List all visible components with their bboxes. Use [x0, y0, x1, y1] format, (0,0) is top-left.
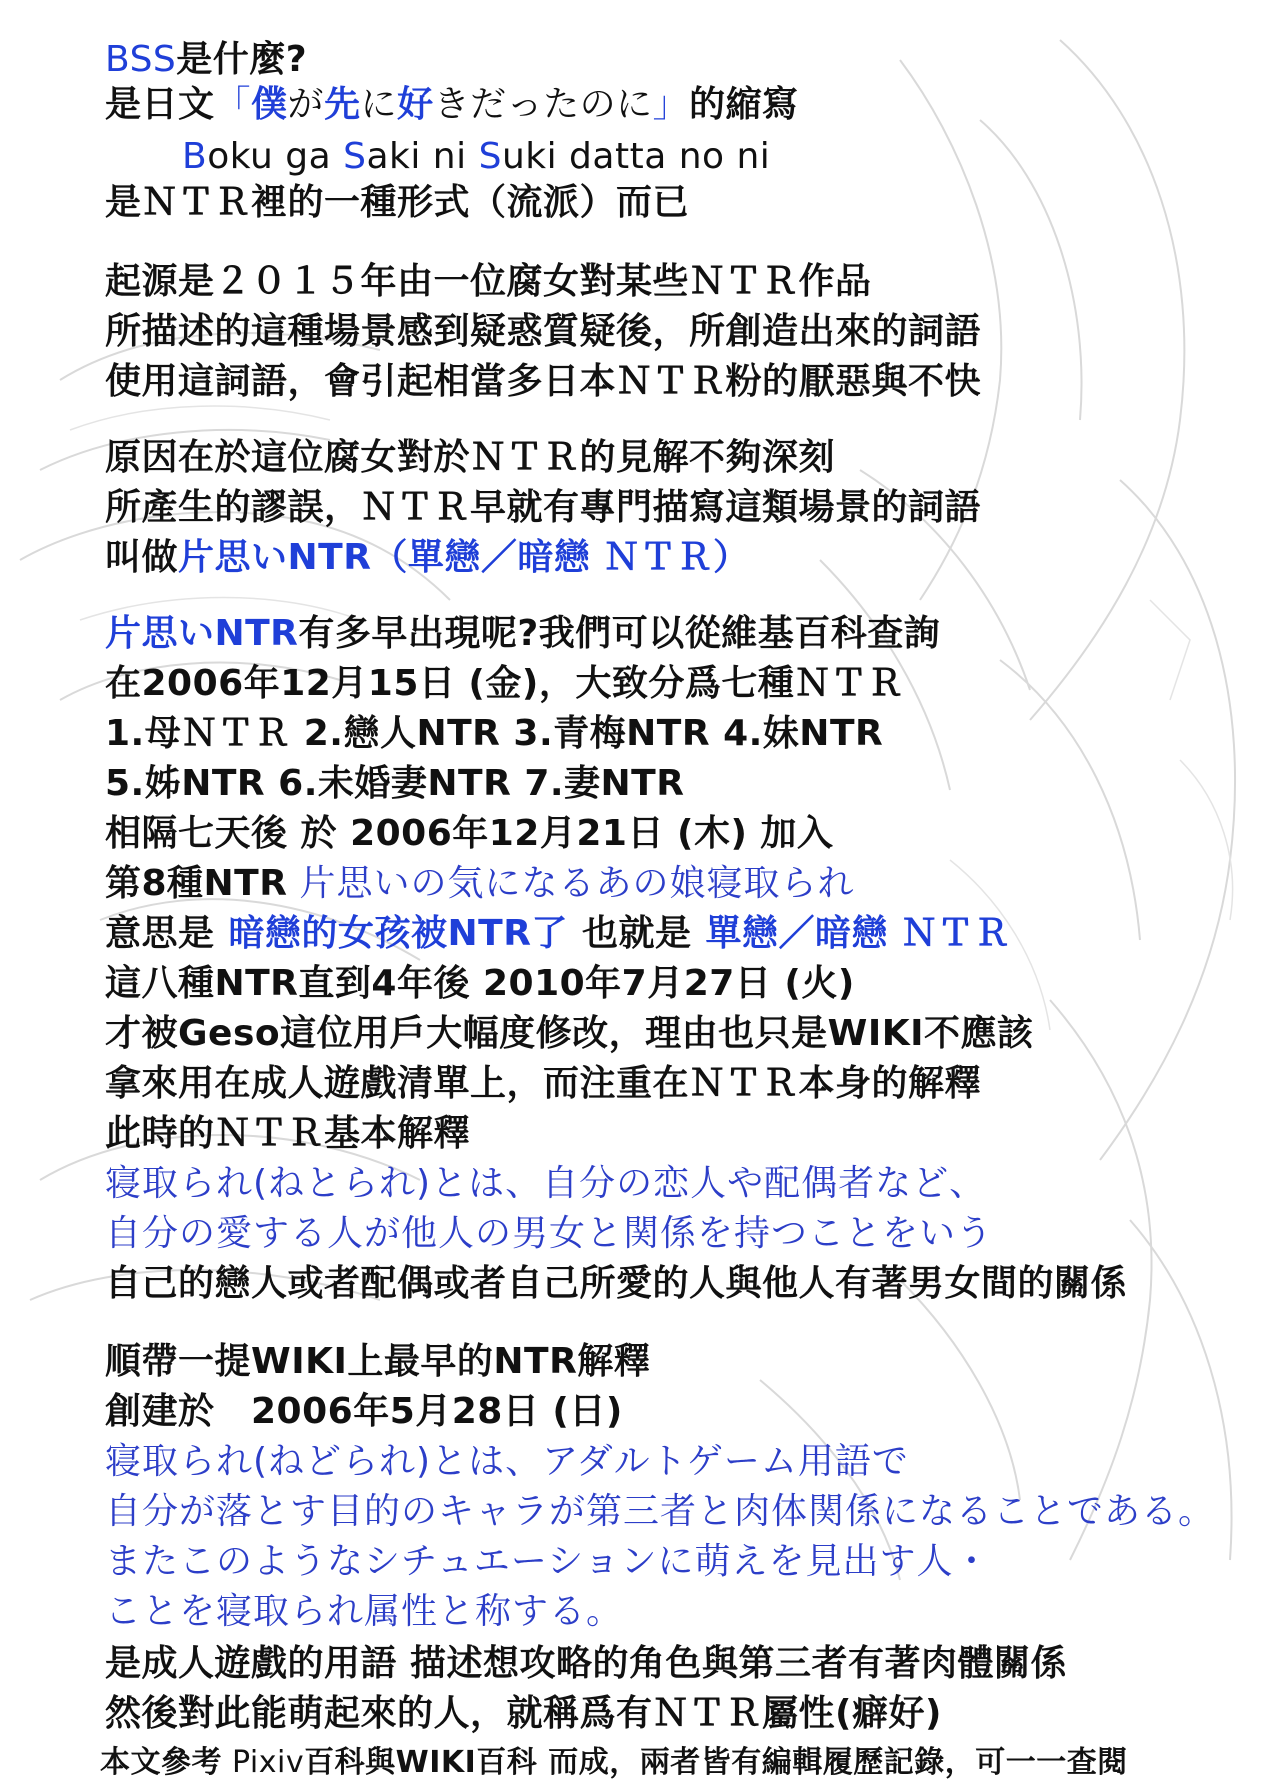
footer-text: 本文參考 [100, 1745, 222, 1780]
text-line: 這八種NTR直到4年後 2010年7月27日 (火) [105, 963, 855, 1004]
text-segment: 叫做 [105, 537, 179, 578]
text-line: 自己的戀人或者配偶或者自己所愛的人與他人有著男女間的關係 [105, 1263, 1128, 1304]
text-line: 起源是２０１５年由一位腐女對某些ＮＴＲ作品 [105, 261, 872, 302]
japanese-line: 寝取られ(ねとられ)とは、自分の恋人や配偶者など、 [105, 1163, 987, 1204]
text-line: 此時的ＮＴＲ基本解釋 [105, 1113, 471, 1154]
highlight-term: 單戀／暗戀 ＮＴＲ [705, 913, 1011, 954]
romaji-text: aki ni [366, 136, 479, 177]
highlight-term: 暗戀的女孩被NTR了 [228, 913, 568, 954]
bss-term: BSS [105, 39, 177, 80]
text-line: 是成人遊戲的用語 描述想攻略的角色與第三者有著肉體關係 [105, 1643, 1068, 1684]
highlight-term: 片思いNTR [105, 613, 299, 654]
text-line: 原因在於這位腐女對於ＮＴＲ的見解不夠深刻 [105, 437, 836, 478]
text-line: 相隔七天後 於 2006年12月21日 (木) 加入 [105, 813, 834, 854]
kana-datta: きだったのに [433, 84, 653, 125]
footer-text: 百科與WIKI百科 而成，兩者皆有編輯履歷記錄，可一一查閱 [304, 1745, 1128, 1780]
romaji-line [182, 135, 770, 179]
text-segment: 的縮寫 [689, 84, 799, 125]
text-line: 所描述的這種場景感到疑惑質疑後，所創造出來的詞語 [105, 311, 982, 352]
bracket-open: 「 [214, 84, 252, 125]
text-segment: 是日文 [105, 84, 215, 125]
japanese-line: ことを寝取られ属性と称する。 [105, 1591, 624, 1632]
japanese-line: またこのようなシチュエーションに萌えを見出す人・ [105, 1541, 991, 1582]
text-segment: 有多早出現呢?我們可以從維基百科查詢 [298, 613, 941, 654]
kana-ga: が [287, 84, 325, 125]
romaji-cap-s: S [478, 136, 502, 177]
highlight-term: 片思いNTR（單戀／暗戀 ＮＴＲ） [178, 537, 750, 578]
romaji-text: oku ga [207, 136, 344, 177]
text-line [105, 912, 1011, 956]
text-line: 拿來用在成人遊戲清單上，而注重在ＮＴＲ本身的解釋 [105, 1063, 982, 1104]
footer-source: Pixiv [232, 1745, 305, 1780]
text-line: 1.母ＮＴＲ 2.戀人NTR 3.青梅NTR 4.妹NTR [105, 713, 884, 754]
kanji-saki: 先 [324, 84, 361, 125]
kanji-boku: 僕 [251, 84, 288, 125]
japanese-line: 自分が落とす目的のキャラが第三者と肉体関係になることである。 [105, 1491, 1216, 1532]
definition-line [105, 83, 799, 127]
text-line: 順帶一提WIKI上最早的NTR解釋 [105, 1341, 651, 1382]
romaji-text: uki datta no ni [501, 136, 771, 177]
text-segment: 第8種NTR [105, 863, 288, 904]
japanese-line: 寝取られ(ねどられ)とは、アダルトゲーム用語で [105, 1441, 909, 1482]
text-line: 在2006年12月15日 (金)，大致分爲七種ＮＴＲ [105, 663, 904, 704]
text-line [105, 612, 940, 656]
text-line [105, 536, 749, 580]
footer-note [100, 1744, 1128, 1782]
kana-ni: に [360, 84, 398, 125]
text-line: 使用這詞語，會引起相當多日本ＮＴＲ粉的厭惡與不快 [105, 361, 982, 402]
bracket-close: 」 [652, 84, 690, 125]
text-line [105, 862, 854, 906]
question-text: 是什麼? [176, 39, 308, 80]
text-line: 所產生的謬誤，ＮＴＲ早就有專門描寫這類場景的詞語 [105, 487, 982, 528]
japanese-term: 片思いの気になるあの娘寝取られ [299, 863, 855, 904]
text-line: 然後對此能萌起來的人，就稱爲有ＮＴＲ屬性(癖好) [105, 1693, 942, 1734]
text-segment: 意思是 [105, 913, 215, 954]
romaji-cap-b: B [182, 136, 208, 177]
romaji-cap-s: S [343, 136, 367, 177]
text-line: 5.姊NTR 6.未婚妻NTR 7.妻NTR [105, 763, 685, 804]
kanji-suki: 好 [397, 84, 434, 125]
text-line: 才被Geso這位用戶大幅度修改，理由也只是WIKI不應該 [105, 1013, 1034, 1054]
text-line: 是ＮＴＲ裡的一種形式（流派）而已 [105, 182, 690, 223]
text-segment: 也就是 [581, 913, 692, 954]
text-line: 創建於 2006年5月28日 (日) [105, 1391, 623, 1432]
heading-line [105, 38, 307, 82]
japanese-line: 自分の愛する人が他人の男女と関係を持つことをいう [105, 1213, 994, 1254]
